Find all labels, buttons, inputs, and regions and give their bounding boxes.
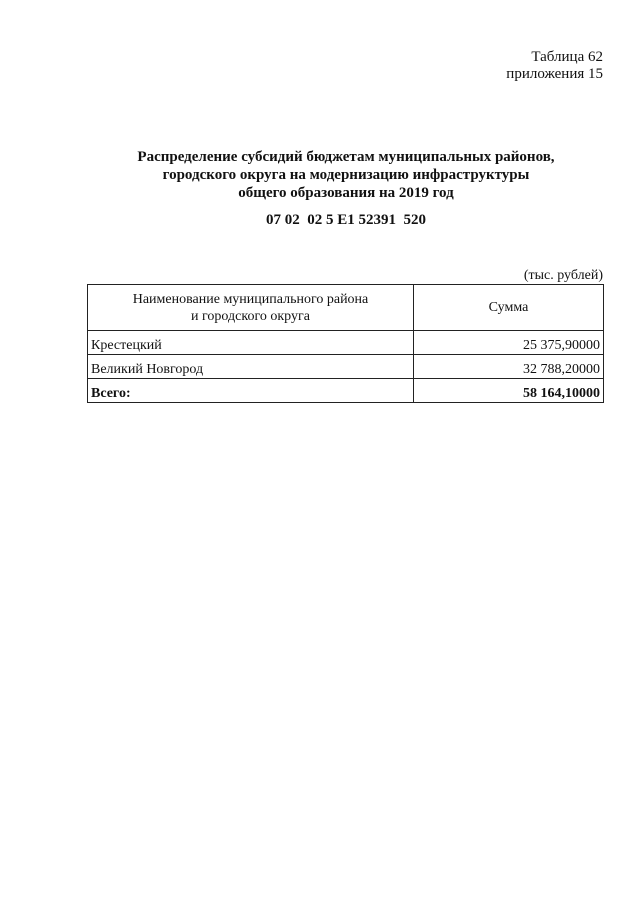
row-amount: 25 375,90000 [414, 331, 604, 355]
document-title [88, 148, 604, 202]
column-header-amount: Сумма [414, 285, 604, 331]
table-row [88, 355, 604, 379]
row-amount: 32 788,20000 [414, 355, 604, 379]
title-line-1: Распределение субсидий бюджетам муниципальных районов, [137, 149, 555, 165]
total-amount: 58 164,10000 [414, 379, 604, 403]
table-row [88, 331, 604, 355]
column-header-name [88, 285, 414, 331]
row-name: Великий Новгород [88, 355, 414, 379]
units-label: (тыс. рублей) [523, 268, 603, 283]
subsidy-table [87, 284, 604, 403]
row-name: Крестецкий [88, 331, 414, 355]
appendix-number: приложения 15 [506, 66, 603, 82]
budget-classification-code: 07 02 02 5 E1 52391 520 [265, 212, 426, 228]
table-header-row [88, 285, 604, 331]
column-header-name-line-1: Наименование муниципального района [132, 291, 369, 307]
total-label: Всего: [88, 379, 414, 403]
title-line-2: городского округа на модернизацию инфраструктуры [162, 167, 530, 183]
column-header-name-line-2: и городского округа [191, 308, 310, 324]
table-reference [506, 49, 603, 83]
title-line-3: общего образования на 2019 год [238, 185, 454, 201]
total-row [88, 379, 604, 403]
table-number: Таблица 62 [531, 49, 603, 65]
